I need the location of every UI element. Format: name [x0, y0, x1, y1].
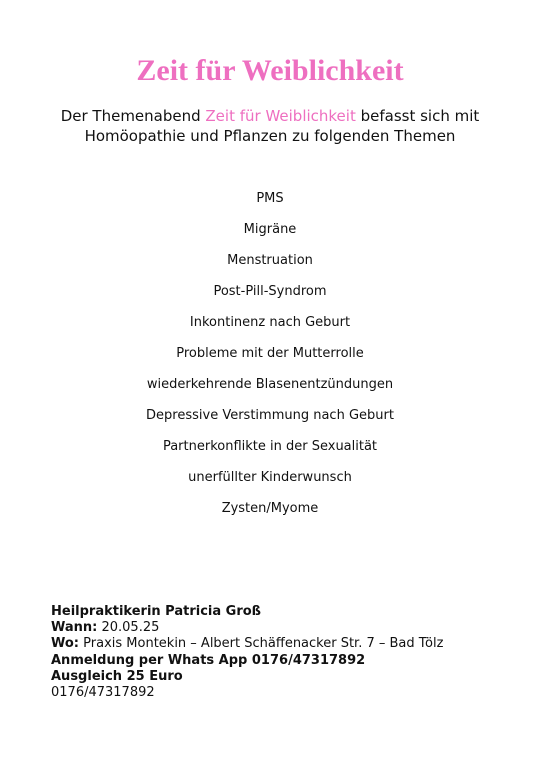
- where-label: Wo:: [51, 636, 80, 652]
- practitioner-line: [51, 604, 521, 620]
- page-title: Zeit für Weiblichkeit: [136, 54, 404, 87]
- topic-item: Depressive Verstimmung nach Geburt: [146, 408, 394, 423]
- topic-item: PMS: [256, 191, 284, 206]
- where-value: Praxis Montekin – Albert Schäffenacker Str. 7 – Bad Tölz: [79, 636, 444, 652]
- when-line: [51, 620, 521, 636]
- when-value: 20.05.25: [97, 620, 160, 636]
- topic-item: Menstruation: [227, 253, 313, 268]
- topic-item: Migräne: [243, 222, 297, 237]
- where-line: [51, 636, 521, 652]
- topic-item: unerfüllter Kinderwunsch: [188, 470, 352, 485]
- intro-text-after: befasst sich mit Homöopathie und Pflanzen zu folgenden Themen: [84, 107, 480, 145]
- topic-list: [0, 189, 540, 530]
- intro-text-before: Der Themenabend: [60, 107, 206, 125]
- registration-text: Anmeldung per Whats App 0176/47317892: [51, 652, 366, 668]
- topic-item: Post-Pill-Syndrom: [213, 284, 327, 299]
- topic-item: Probleme mit der Mutterrolle: [176, 346, 364, 361]
- topic-item: Zysten/Myome: [221, 501, 319, 516]
- fee-line: [51, 669, 521, 685]
- intro-paragraph: [40, 106, 500, 146]
- topic-item: Partnerkonflikte in der Sexualität: [162, 439, 378, 454]
- topic-item: wiederkehrende Blasenentzündungen: [146, 377, 394, 392]
- intro-highlight: Zeit für Weiblichkeit: [205, 107, 356, 125]
- registration-line: [51, 653, 521, 669]
- event-info: [51, 604, 521, 701]
- practitioner-name: Heilpraktikerin Patricia Groß: [51, 604, 262, 619]
- topic-item: Inkontinenz nach Geburt: [189, 315, 351, 330]
- phone-line: 0176/47317892: [51, 685, 155, 701]
- fee-text: Ausgleich 25 Euro: [51, 668, 183, 684]
- when-label: Wann:: [51, 620, 98, 636]
